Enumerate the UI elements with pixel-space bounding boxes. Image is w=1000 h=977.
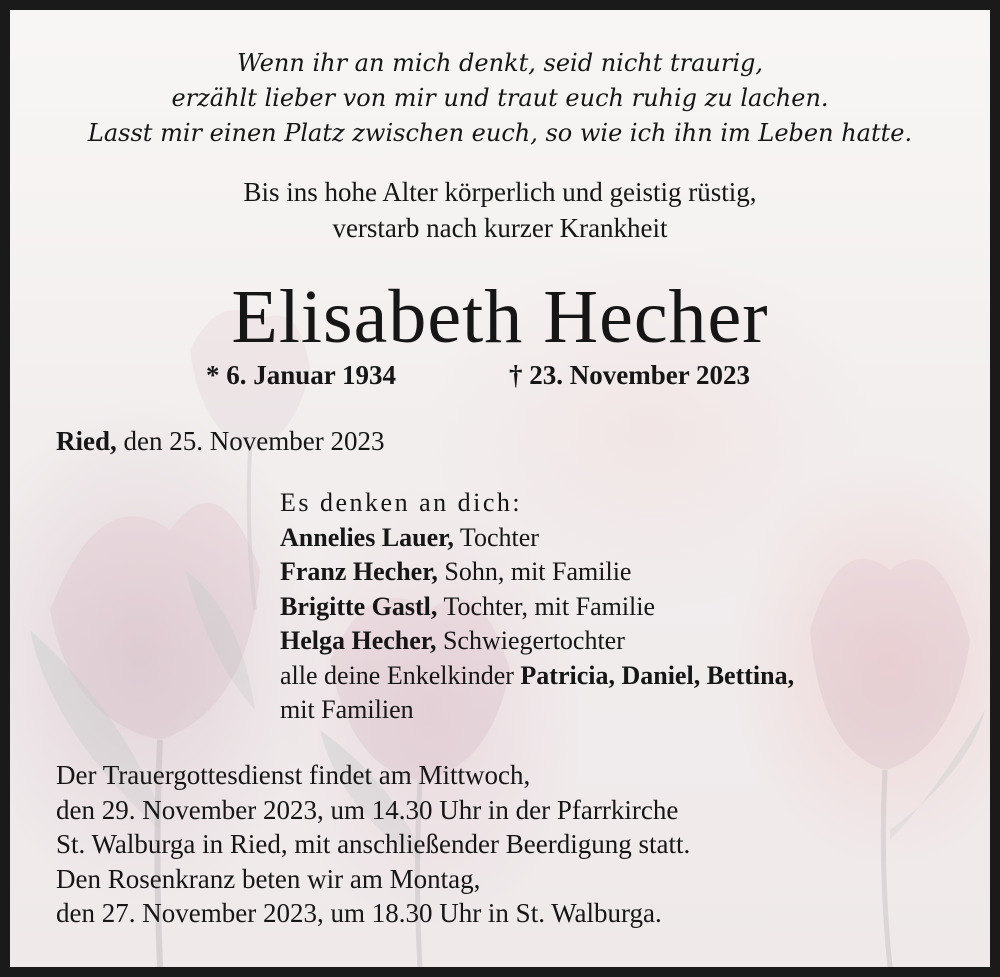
mourner-entry [280, 624, 794, 659]
birth-date: * 6. Januar 1934 [206, 360, 397, 390]
poem-line: Wenn ihr an mich denkt, seid nicht traurig, [236, 49, 764, 77]
mourner-name: Franz Hecher, [280, 557, 438, 586]
funeral-service-info [56, 758, 690, 931]
memorial-poem [10, 46, 990, 151]
mourner-relation: Tochter, mit Familie [437, 591, 656, 621]
poem-line: Lasst mir einen Platz zwischen euch, so wie ich ihn im Leben hatte. [87, 119, 913, 147]
grandchildren-entry [280, 659, 794, 694]
notice-date: den 25. November 2023 [116, 426, 385, 456]
mourners-heading: Es denken an dich: [280, 488, 523, 517]
mourner-entry [280, 555, 794, 590]
death-date: † 23. November 2023 [509, 360, 750, 390]
grandchildren-names: Patricia, Daniel, Bettina, [520, 660, 795, 690]
mourner-name: Helga Hecher, [280, 626, 437, 655]
intro-line: verstarb nach kurzer Krankheit [332, 213, 668, 243]
mourner-name: Annelies Lauer, [280, 522, 454, 552]
mourner-relation: Schwiegertochter [436, 626, 625, 655]
intro-line: Bis ins hohe Alter körperlich und geistig rüstig, [243, 177, 757, 207]
service-line: St. Walburga in Ried, mit anschließender Beerdigung statt. [56, 829, 691, 859]
mourner-relation: Tochter [453, 522, 539, 552]
notice-content [10, 10, 990, 967]
intro-text [10, 174, 990, 246]
mourners-list [280, 486, 794, 728]
poem-line: erzählt lieber von mir und traut euch ruhig zu lachen. [171, 84, 829, 112]
obituary-notice [10, 10, 990, 967]
mourner-entry [280, 521, 794, 556]
service-line: Der Trauergottesdienst findet am Mittwoch, [56, 760, 531, 790]
service-line: den 29. November 2023, um 14.30 Uhr in der Pfarrkirche [56, 794, 679, 825]
grandchildren-prefix: alle deine Enkelkinder [280, 660, 521, 690]
deceased-name: Elisabeth Hecher [231, 275, 769, 359]
mourner-relation: Sohn, mit Familie [437, 557, 632, 586]
service-line: den 27. November 2023, um 18.30 Uhr in St. Walburga. [56, 898, 662, 928]
service-line: Den Rosenkranz beten wir am Montag, [56, 863, 481, 894]
mourner-entry [280, 590, 794, 625]
place: Ried, [56, 426, 117, 456]
place-and-date [56, 424, 384, 458]
mourner-name: Brigitte Gastl, [280, 591, 438, 621]
mourners-closing: mit Familien [280, 695, 414, 724]
